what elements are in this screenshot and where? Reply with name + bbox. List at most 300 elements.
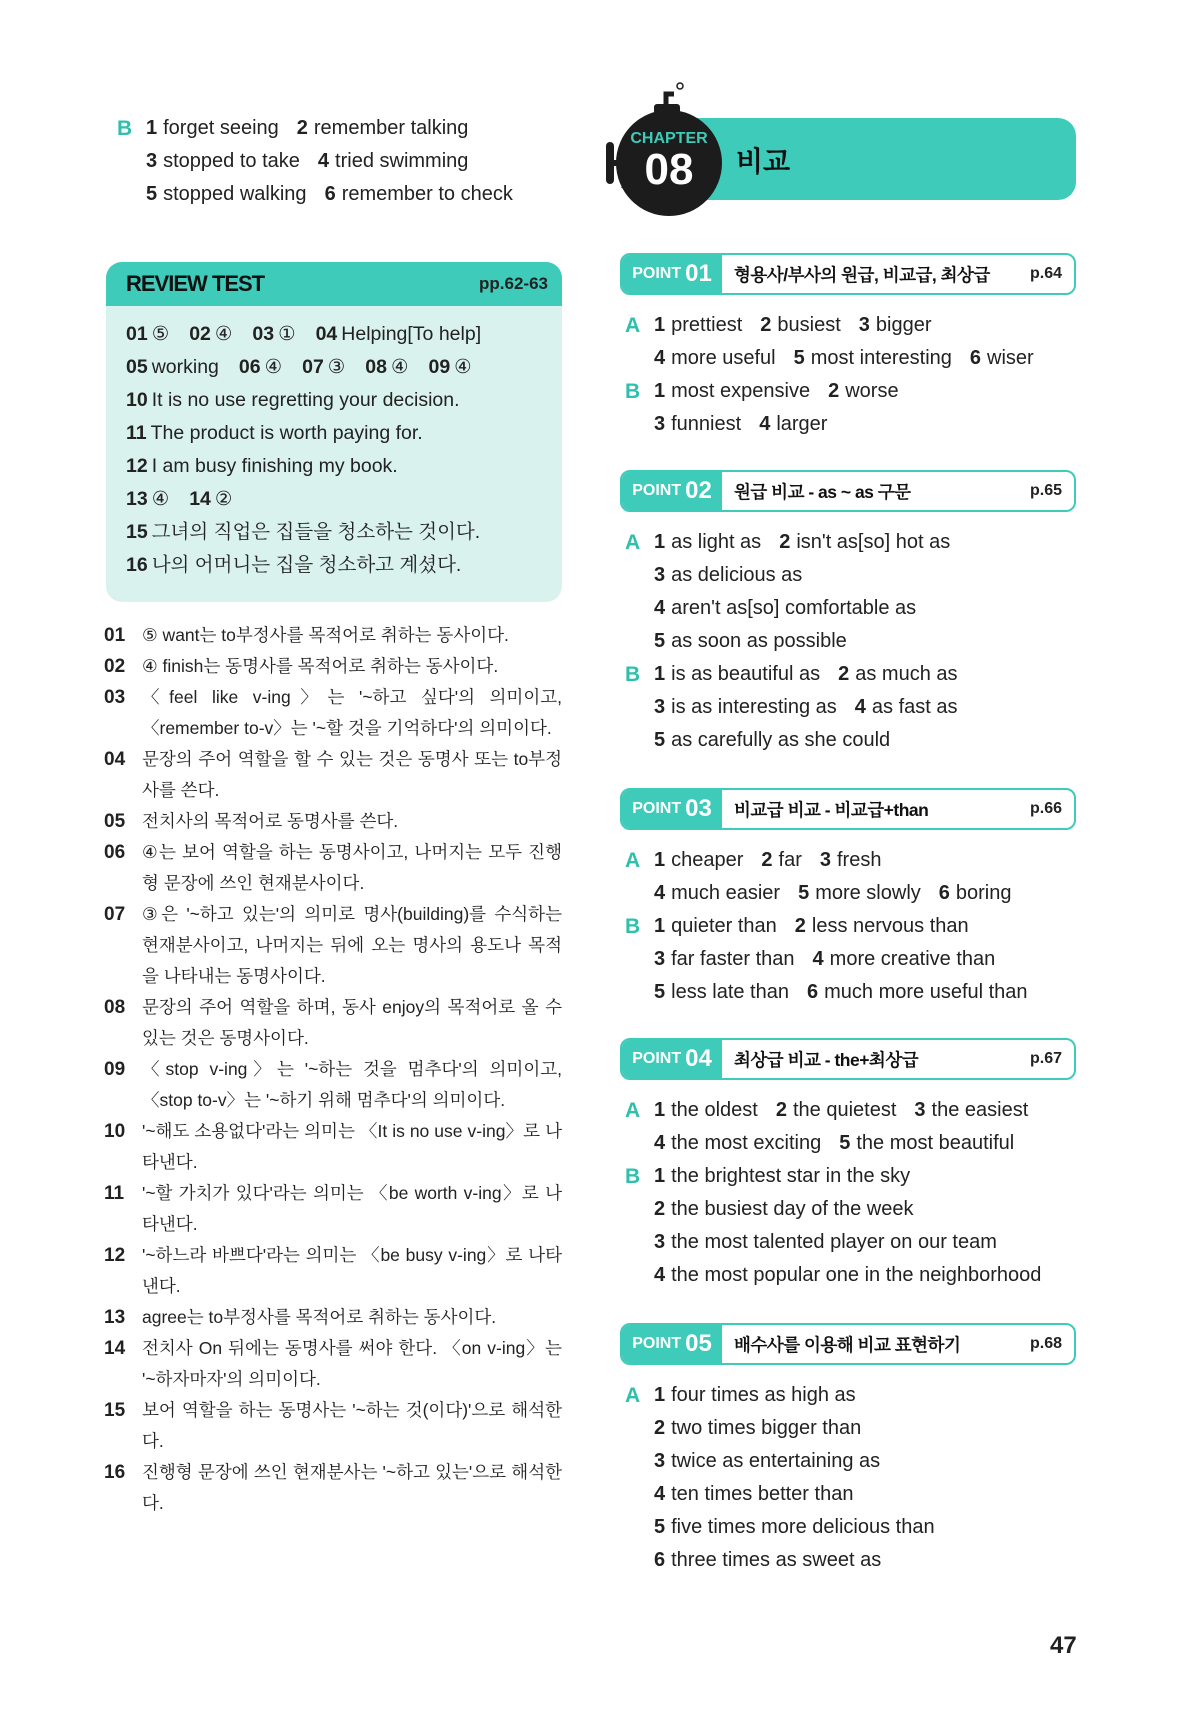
answer-text: ⑤ bbox=[151, 323, 170, 345]
point-word: POINT bbox=[632, 265, 682, 282]
point-section bbox=[620, 788, 1076, 1009]
point-page: p.65 bbox=[1029, 482, 1062, 499]
answer-line bbox=[620, 1127, 1076, 1160]
answer-number: 2 bbox=[828, 380, 840, 402]
answer-text: four times as high as bbox=[671, 1384, 856, 1406]
answer-item bbox=[654, 1417, 861, 1439]
answer-number: 2 bbox=[654, 1198, 666, 1220]
explanation-number: 13 bbox=[104, 1307, 126, 1328]
point-header bbox=[620, 788, 1076, 830]
question-number: 04 bbox=[315, 323, 338, 345]
answer-number: 6 bbox=[938, 882, 950, 904]
explanation-number: 14 bbox=[104, 1338, 126, 1359]
answer-item bbox=[654, 347, 776, 369]
explanation-number: 04 bbox=[104, 749, 126, 770]
answer-number: 2 bbox=[760, 314, 772, 336]
answer-item bbox=[654, 1450, 880, 1472]
explanation-item bbox=[104, 1457, 562, 1519]
point-word: POINT bbox=[632, 482, 682, 499]
section-letter: B bbox=[625, 1165, 641, 1188]
answer-text: the oldest bbox=[671, 1099, 758, 1121]
answer-number: 1 bbox=[654, 1099, 666, 1121]
answer-item bbox=[654, 1516, 935, 1538]
question-number: 03 bbox=[252, 323, 275, 345]
answer-text: stopped to take bbox=[163, 150, 300, 172]
page-number: 47 bbox=[1050, 1632, 1077, 1659]
answer-line bbox=[620, 375, 1076, 408]
explanation-number: 03 bbox=[104, 687, 126, 708]
point-title: 원급 비교 - as ~ as 구문 bbox=[734, 481, 911, 502]
section-letter: A bbox=[625, 314, 641, 337]
answer-line bbox=[620, 1544, 1076, 1577]
explanation-text: agree는 to부정사를 목적어로 취하는 동사이다. bbox=[142, 1307, 497, 1327]
answer-text: five times more delicious than bbox=[671, 1516, 935, 1538]
answer-text: as light as bbox=[671, 531, 762, 553]
answer-line bbox=[620, 1511, 1076, 1544]
answer-number: 5 bbox=[654, 630, 666, 652]
point-label bbox=[622, 1325, 722, 1363]
answer-item bbox=[828, 380, 898, 402]
answer-number: 4 bbox=[654, 597, 666, 619]
answer-item bbox=[654, 1483, 853, 1505]
explanation-text: ⑤ want는 to부정사를 목적어로 취하는 동사이다. bbox=[142, 625, 509, 645]
answer-item bbox=[654, 882, 780, 904]
answer-item bbox=[654, 314, 742, 336]
answer-number: 1 bbox=[654, 531, 666, 553]
review-item bbox=[126, 554, 461, 576]
answer-item bbox=[654, 1132, 821, 1154]
review-item bbox=[252, 323, 295, 345]
answer-number: 3 bbox=[146, 150, 158, 172]
answer-number: 4 bbox=[854, 696, 866, 718]
review-line bbox=[126, 384, 542, 417]
review-item bbox=[239, 356, 282, 378]
answer-number: 1 bbox=[654, 915, 666, 937]
answer-line bbox=[620, 691, 1076, 724]
question-number: 09 bbox=[428, 356, 451, 378]
point-title: 비교급 비교 - 비교급+than bbox=[734, 799, 929, 820]
review-item bbox=[302, 356, 345, 378]
explanation-item bbox=[104, 682, 562, 744]
answer-number: 5 bbox=[839, 1132, 851, 1154]
answer-text: ④ bbox=[390, 356, 409, 378]
explanation-number: 12 bbox=[104, 1245, 126, 1266]
answer-number: 2 bbox=[296, 117, 308, 139]
explanation-number: 05 bbox=[104, 811, 126, 832]
answer-item bbox=[939, 882, 1012, 904]
answer-number: 5 bbox=[146, 183, 158, 205]
answer-text: far faster than bbox=[671, 948, 795, 970]
answer-number: 3 bbox=[654, 564, 666, 586]
answer-number: 4 bbox=[654, 882, 666, 904]
answer-text: the most exciting bbox=[671, 1132, 822, 1154]
answer-item bbox=[654, 1231, 997, 1253]
question-number: 08 bbox=[365, 356, 387, 378]
answer-text: I am busy finishing my book. bbox=[151, 455, 398, 477]
answer-item bbox=[759, 413, 827, 435]
point-header bbox=[620, 253, 1076, 295]
answer-line bbox=[620, 526, 1076, 559]
explanation-text: ④는 보어 역할을 하는 동명사이고, 나머지는 모두 진행형 문장에 쓰인 현재분사이다. bbox=[142, 842, 562, 893]
point-number: 02 bbox=[685, 477, 712, 504]
exercise-b-answers bbox=[112, 112, 582, 211]
point-label bbox=[622, 790, 722, 828]
explanation-text: 진행형 문장에 쓰인 현재분사는 '~하고 있는'으로 해석한다. bbox=[142, 1462, 562, 1513]
section-letter: B bbox=[625, 915, 641, 938]
answer-line bbox=[620, 625, 1076, 658]
answer-text: larger bbox=[776, 413, 828, 435]
point-number: 01 bbox=[685, 260, 712, 287]
answer-line bbox=[620, 1094, 1076, 1127]
review-line bbox=[126, 417, 542, 450]
answer-text: less nervous than bbox=[811, 915, 969, 937]
answer-text: as delicious as bbox=[671, 564, 803, 586]
answer-item bbox=[654, 597, 916, 619]
explanation-item bbox=[104, 744, 562, 806]
review-item bbox=[365, 356, 408, 378]
answer-number: 1 bbox=[654, 380, 666, 402]
answer-line bbox=[620, 1226, 1076, 1259]
explanations bbox=[104, 620, 562, 1519]
answer-number: 4 bbox=[654, 1132, 666, 1154]
answer-text: the most beautiful bbox=[856, 1132, 1015, 1154]
section-letter: A bbox=[625, 1099, 641, 1122]
review-item bbox=[189, 323, 232, 345]
answer-number: 1 bbox=[654, 663, 666, 685]
answer-item bbox=[654, 849, 743, 871]
answer-line bbox=[620, 877, 1076, 910]
review-line bbox=[126, 483, 542, 516]
answer-line bbox=[620, 1412, 1076, 1445]
point-label bbox=[622, 1040, 722, 1078]
explanation-text: 전치사의 목적어로 동명사를 쓴다. bbox=[142, 811, 399, 831]
answer-number: 1 bbox=[654, 1384, 666, 1406]
review-item bbox=[126, 389, 460, 411]
answer-text: remember talking bbox=[313, 117, 469, 139]
answer-text: is as interesting as bbox=[671, 696, 837, 718]
answer-number: 5 bbox=[654, 1516, 666, 1538]
point-number: 03 bbox=[685, 795, 712, 822]
answer-text: much more useful than bbox=[824, 981, 1028, 1003]
answer-item bbox=[798, 882, 921, 904]
answer-text: quieter than bbox=[671, 915, 777, 937]
question-number: 10 bbox=[126, 389, 148, 411]
explanation-text: 문장의 주어 역할을 할 수 있는 것은 동명사 또는 to부정사를 쓴다. bbox=[142, 749, 562, 800]
explanation-item bbox=[104, 899, 562, 992]
answer-number: 3 bbox=[858, 314, 870, 336]
answer-item bbox=[855, 696, 958, 718]
answer-text: the easiest bbox=[931, 1099, 1029, 1121]
answer-item bbox=[654, 948, 795, 970]
answer-text: worse bbox=[845, 380, 899, 402]
answer-text: far bbox=[778, 849, 802, 871]
answer-text: most interesting bbox=[810, 347, 952, 369]
answer-item bbox=[654, 531, 761, 553]
chapter-header bbox=[604, 80, 1076, 205]
answer-line bbox=[620, 592, 1076, 625]
explanation-number: 11 bbox=[104, 1183, 125, 1204]
section-letter: B bbox=[117, 117, 133, 140]
explanation-number: 08 bbox=[104, 997, 126, 1018]
answer-text: wiser bbox=[987, 347, 1034, 369]
answer-number: 2 bbox=[775, 1099, 787, 1121]
answer-item bbox=[654, 915, 777, 937]
answer-number: 4 bbox=[812, 948, 824, 970]
answer-line bbox=[620, 342, 1076, 375]
point-page: p.68 bbox=[1029, 1335, 1062, 1352]
answer-item bbox=[654, 696, 837, 718]
answer-item bbox=[146, 150, 300, 172]
answer-number: 6 bbox=[654, 1549, 666, 1571]
point-header bbox=[620, 470, 1076, 512]
answer-number: 4 bbox=[654, 1483, 666, 1505]
answer-line bbox=[620, 1259, 1076, 1292]
answer-number: 6 bbox=[324, 183, 336, 205]
answer-text: more useful bbox=[671, 347, 776, 369]
answer-text: the most popular one in the neighborhood bbox=[671, 1264, 1042, 1286]
answer-number: 2 bbox=[794, 915, 806, 937]
point-section bbox=[620, 470, 1076, 757]
answer-item bbox=[654, 1264, 1041, 1286]
answer-item bbox=[654, 564, 802, 586]
review-line bbox=[126, 516, 542, 549]
section-letter: A bbox=[625, 531, 641, 554]
point-section bbox=[620, 1323, 1076, 1577]
explanation-item bbox=[104, 806, 562, 837]
answer-text: bigger bbox=[875, 314, 932, 336]
section-letter: A bbox=[625, 849, 641, 872]
answer-item bbox=[654, 663, 820, 685]
answer-item bbox=[654, 981, 789, 1003]
answer-item bbox=[654, 729, 890, 751]
answer-text: most expensive bbox=[671, 380, 811, 402]
review-line bbox=[126, 450, 542, 483]
answer-item bbox=[859, 314, 932, 336]
answer-text: 나의 어머니는 집을 청소하고 계셨다. bbox=[151, 554, 462, 576]
answer-text: ④ bbox=[214, 323, 233, 345]
answer-text: less late than bbox=[671, 981, 789, 1003]
answer-number: 1 bbox=[654, 849, 666, 871]
answer-item bbox=[795, 915, 969, 937]
section-letter: B bbox=[625, 663, 641, 686]
answer-number: 2 bbox=[761, 849, 773, 871]
explanation-number: 07 bbox=[104, 904, 126, 925]
answer-line bbox=[620, 559, 1076, 592]
answer-item bbox=[807, 981, 1028, 1003]
answer-item bbox=[654, 1099, 758, 1121]
explanation-text: '~하느라 바쁘다'라는 의미는 〈be busy v-ing〉로 나타낸다. bbox=[142, 1245, 562, 1296]
answer-number: 3 bbox=[654, 1231, 666, 1253]
answer-line bbox=[620, 976, 1076, 1009]
answer-number: 3 bbox=[654, 413, 666, 435]
answer-item bbox=[839, 1132, 1014, 1154]
question-number: 07 bbox=[302, 356, 324, 378]
chapter-badge bbox=[616, 110, 722, 216]
answer-text: two times bigger than bbox=[671, 1417, 862, 1439]
answer-item bbox=[654, 380, 810, 402]
review-item bbox=[126, 356, 219, 378]
answer-number: 1 bbox=[654, 314, 666, 336]
answer-line bbox=[620, 1193, 1076, 1226]
review-item bbox=[126, 422, 423, 444]
explanation-text: 전치사 On 뒤에는 동명사를 써야 한다. 〈on v-ing〉는 '~하자마자'의 의미이다. bbox=[142, 1338, 562, 1389]
point-word: POINT bbox=[632, 1335, 682, 1352]
point-number: 05 bbox=[685, 1330, 712, 1357]
answer-item bbox=[654, 1384, 856, 1406]
answer-line bbox=[620, 910, 1076, 943]
answer-text: The product is worth paying for. bbox=[150, 422, 423, 444]
answer-text: the quietest bbox=[792, 1099, 897, 1121]
point-number: 04 bbox=[685, 1045, 712, 1072]
explanation-item bbox=[104, 837, 562, 899]
review-item bbox=[126, 323, 169, 345]
point-page: p.67 bbox=[1029, 1050, 1062, 1067]
answer-item bbox=[779, 531, 950, 553]
answer-line bbox=[620, 724, 1076, 757]
answer-text: It is no use regretting your decision. bbox=[151, 389, 460, 411]
answer-text: three times as sweet as bbox=[671, 1549, 882, 1571]
review-line bbox=[126, 549, 542, 582]
explanation-text: '~할 가치가 있다'라는 의미는 〈be worth v-ing〉로 나타낸다. bbox=[142, 1183, 562, 1234]
answer-item bbox=[654, 1198, 914, 1220]
answer-item bbox=[761, 849, 801, 871]
answer-text: prettiest bbox=[671, 314, 743, 336]
review-line bbox=[126, 318, 542, 351]
answer-number: 3 bbox=[819, 849, 831, 871]
point-title: 형용사/부사의 원급, 비교급, 최상급 bbox=[734, 264, 990, 285]
answer-number: 3 bbox=[654, 948, 666, 970]
answer-number: 2 bbox=[838, 663, 850, 685]
answer-item bbox=[760, 314, 841, 336]
explanation-text: 〈feel like v-ing〉는 '~하고 싶다'의 의미이고, 〈remember to-v〉는 '~할 것을 기억하다'의 의미이다. bbox=[142, 687, 562, 738]
review-test-box bbox=[106, 262, 562, 602]
answer-item bbox=[654, 630, 847, 652]
answer-text: boring bbox=[955, 882, 1012, 904]
point-title: 최상급 비교 - the+최상급 bbox=[734, 1049, 919, 1070]
answer-number: 5 bbox=[654, 981, 666, 1003]
answer-line bbox=[620, 943, 1076, 976]
answer-text: ④ bbox=[454, 356, 472, 378]
answer-text: funniest bbox=[671, 413, 742, 435]
answer-text: twice as entertaining as bbox=[671, 1450, 881, 1472]
explanation-item bbox=[104, 651, 562, 682]
explanation-item bbox=[104, 1395, 562, 1457]
answer-item bbox=[776, 1099, 897, 1121]
answer-number: 3 bbox=[654, 696, 666, 718]
answer-number: 1 bbox=[146, 117, 158, 139]
point-title: 배수사를 이용해 비교 표현하기 bbox=[734, 1334, 961, 1355]
question-number: 06 bbox=[238, 356, 261, 378]
answer-item bbox=[970, 347, 1034, 369]
answer-line bbox=[620, 844, 1076, 877]
question-number: 11 bbox=[126, 422, 147, 444]
answer-item bbox=[146, 117, 279, 139]
answer-text: is as beautiful as bbox=[671, 663, 821, 685]
question-number: 13 bbox=[126, 488, 148, 510]
answer-number: 5 bbox=[798, 882, 810, 904]
answer-item bbox=[914, 1099, 1028, 1121]
answer-text: more creative than bbox=[829, 948, 996, 970]
explanation-item bbox=[104, 1333, 562, 1395]
answer-item bbox=[146, 183, 307, 205]
chapter-title: 비교 bbox=[736, 146, 791, 177]
explanation-number: 09 bbox=[104, 1059, 126, 1080]
point-header bbox=[620, 1323, 1076, 1365]
answer-line bbox=[620, 309, 1076, 342]
explanation-text: 〈stop v-ing〉는 '~하는 것을 멈추다'의 의미이고, 〈stop to-v〉는 '~하기 위해 멈추다'의 의미이다. bbox=[142, 1059, 562, 1110]
answer-text: as soon as possible bbox=[671, 630, 847, 652]
answer-item bbox=[813, 948, 996, 970]
review-line bbox=[126, 351, 542, 384]
section-letter: B bbox=[625, 380, 641, 403]
answer-number: 4 bbox=[654, 1264, 666, 1286]
review-item bbox=[316, 323, 482, 345]
answer-text: as fast as bbox=[871, 696, 958, 718]
explanation-number: 15 bbox=[104, 1400, 126, 1421]
chapter-number: 08 bbox=[644, 145, 694, 194]
answer-item bbox=[820, 849, 882, 871]
point-page: p.64 bbox=[1029, 265, 1062, 282]
explanation-number: 02 bbox=[104, 656, 126, 677]
answer-number: 6 bbox=[806, 981, 819, 1003]
answer-item bbox=[297, 117, 469, 139]
answer-text: ① bbox=[278, 323, 296, 345]
answer-number: 5 bbox=[654, 729, 666, 751]
review-item bbox=[189, 488, 232, 510]
explanation-number: 10 bbox=[104, 1121, 126, 1142]
answer-number: 4 bbox=[317, 150, 330, 172]
point-page: p.66 bbox=[1029, 800, 1062, 817]
answer-text: fresh bbox=[837, 849, 882, 871]
answer-text: busiest bbox=[777, 314, 841, 336]
review-item bbox=[126, 521, 480, 543]
answer-line bbox=[620, 408, 1076, 441]
question-number: 02 bbox=[189, 323, 211, 345]
answer-line bbox=[620, 1445, 1076, 1478]
explanation-item bbox=[104, 1240, 562, 1302]
explanation-text: ③은 '~하고 있는'의 의미로 명사(building)를 수식하는 현재분사이고, 나머지는 뒤에 오는 명사의 용도나 목적을 나타내는 동명사이다. bbox=[142, 904, 562, 986]
question-number: 16 bbox=[126, 554, 148, 576]
question-number: 15 bbox=[126, 521, 148, 543]
explanation-item bbox=[104, 992, 562, 1054]
answer-number: 6 bbox=[969, 347, 982, 369]
section-letter: A bbox=[625, 1384, 641, 1407]
answer-text: tried swimming bbox=[335, 150, 469, 172]
answer-item bbox=[318, 150, 468, 172]
answer-number: 3 bbox=[654, 1450, 666, 1472]
point-word: POINT bbox=[632, 800, 682, 817]
answer-text: cheaper bbox=[671, 849, 744, 871]
answer-item bbox=[654, 1165, 910, 1187]
answer-number: 4 bbox=[759, 413, 771, 435]
review-test-answers bbox=[106, 306, 562, 594]
explanation-item bbox=[104, 620, 562, 651]
answer-number: 2 bbox=[779, 531, 791, 553]
point-label bbox=[622, 472, 722, 510]
question-number: 12 bbox=[126, 455, 148, 477]
explanation-number: 16 bbox=[104, 1462, 126, 1483]
answer-number: 2 bbox=[654, 1417, 666, 1439]
explanation-item bbox=[104, 1116, 562, 1178]
answer-line bbox=[620, 1379, 1076, 1412]
answer-text: as much as bbox=[855, 663, 958, 685]
answer-text: working bbox=[151, 356, 219, 378]
review-item bbox=[126, 455, 398, 477]
explanation-text: 문장의 주어 역할을 하며, 동사 enjoy의 목적어로 올 수 있는 것은 동명사이다. bbox=[142, 997, 562, 1048]
answer-line bbox=[112, 112, 582, 145]
answer-text: forget seeing bbox=[163, 117, 279, 139]
review-test-pages: pp.62-63 bbox=[479, 274, 548, 293]
